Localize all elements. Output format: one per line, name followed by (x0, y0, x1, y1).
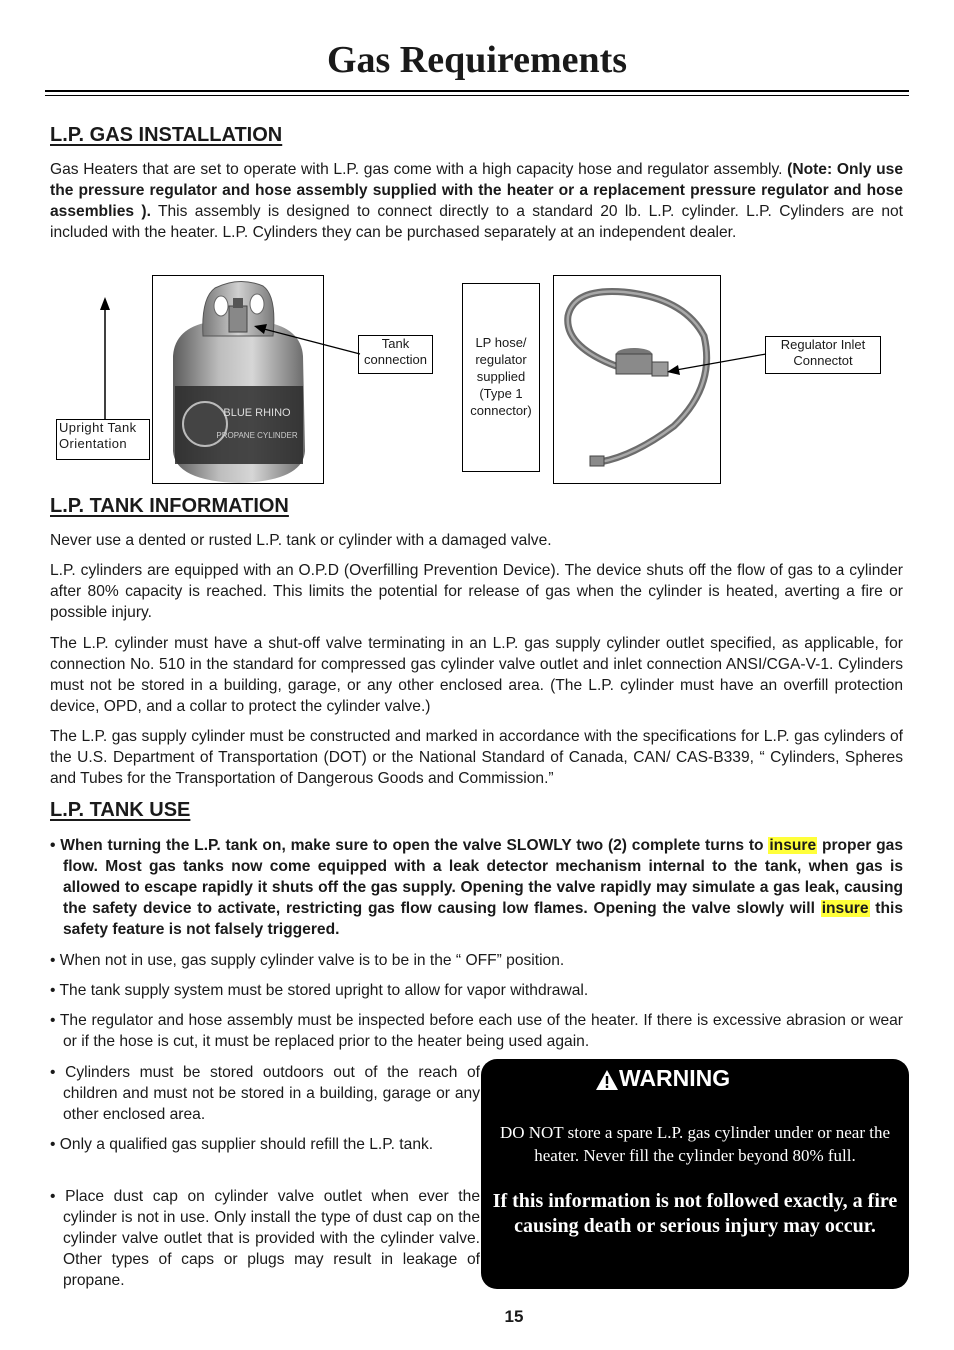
tank-connection-label: Tank connection (358, 335, 433, 374)
installation-intro: Gas Heaters that are set to operate with L.P. gas come with a high capacity hose and regulator assembly. (50, 161, 788, 178)
bullet-5-text: Cylinders must be stored outdoors out of the reach of children and must not be stored in a building, garage or any other enclosed area. (63, 1064, 480, 1123)
tank-info-p4: The L.P. gas supply cylinder must be constructed and marked in accordance with the specifications for L.P. gas cylinders of the U.S. Department of Transportation (DOT) or the National Standard of Canada, CAN/ CAS-B339, “ Cylinders, Spheres and Tubes for the Transportation of Dangerous Goods and Commission.” (50, 728, 903, 787)
highlight-insure-2: insure (821, 900, 869, 917)
tank-use-bullet-6: • Only a qualified gas supplier should refill the L.P. tank. (50, 1136, 434, 1153)
bullet-2-text: When not in use, gas supply cylinder valve is to be in the “ OFF” position. (59, 952, 565, 969)
installation-note: (Note: Only use the pressure regulator and hose assembly supplied with the heater or a replacement pressure regulator and hose assemblies ). (50, 161, 904, 220)
bullet-3-text: The tank supply system must be stored upright to allow for vapor withdrawal. (59, 982, 589, 999)
warning-box (481, 1059, 909, 1289)
bullet-1-text-a: When turning the L.P. tank on, make sure to open the valve SLOWLY two (2) complete turns to (60, 837, 764, 854)
tank-text-brand: BLUE RHINO (223, 407, 291, 419)
tank-use-bullet-7: • Place dust cap on cylinder valve outlet when ever the cylinder is not in use. Only install the type of dust cap on the cylinder valve outlet that is provided with the cylinder valve. Other types of caps or plugs may result in leakage of propane. (50, 1188, 480, 1289)
tank-use-bullet-3: • The tank supply system must be stored upright to allow for vapor withdrawal. (50, 982, 589, 999)
bullet-1-text-b: proper gas flow. Most gas tanks now come equipped with a leak detector mechanism internal to the tank, when gas is allowed to escape rapidly it shuts off the gas supply. Opening the valve rapidly may simulate a gas leak, causing the safety device to activate, restricting gas flow causing low flames. Opening the valve slowly will (63, 837, 903, 917)
tank-use-bullet-2: • When not in use, gas supply cylinder valve is to be in the “ OFF” position. (50, 952, 565, 969)
regulator-arrow-icon (664, 350, 768, 376)
warning-strong: If this information is not followed exactly, a fire causing death or serious injury may occur. (492, 1190, 898, 1237)
hose-caption: LP hose/ regulator supplied (Type 1 connector) (470, 335, 532, 418)
bullet-6-text: Only a qualified gas supplier should refill the L.P. tank. (59, 1136, 434, 1153)
tank-info-heading: L.P. TANK INFORMATION (50, 495, 289, 517)
title-rule (45, 90, 909, 92)
tank-use-heading: L.P. TANK USE (50, 799, 191, 821)
installation-paragraph (50, 159, 903, 243)
tank-use-bullet-4: • The regulator and hose assembly must be inspected before each use of the heater. If there is excessive abrasion or wear or if the hose is cut, it must be replaced prior to the heater being used again. (50, 1012, 903, 1050)
page-number: 15 (504, 1307, 524, 1326)
upright-tank-label: Upright Tank Orientation (56, 419, 150, 460)
propane-tank-image (153, 276, 324, 484)
installation-rest: This assembly is designed to connect directly to a standard 20 lb. L.P. cylinder. L.P. Cylinders are not included with the heater. L.P. Cylinders they can be purchased separately at an independent dealer. (50, 203, 903, 241)
hose-caption-box (462, 283, 540, 472)
hose-regulator-photo (553, 275, 721, 484)
tank-photo (152, 275, 324, 484)
tank-use-bullet-5: • Cylinders must be stored outdoors out of the reach of children and must not be stored in a building, garage or any other enclosed area. (50, 1064, 480, 1123)
tank-text-type: PROPANE CYLINDER (216, 431, 298, 440)
tank-use-bullet-1: • When turning the L.P. tank on, make sure to open the valve SLOWLY two (2) complete turns to insure proper gas flow. Most gas tanks now come equipped with a leak detector mechanism internal to the tank, when gas is allowed to escape rapidly it shuts off the gas supply. Opening the valve rapidly may simulate a gas leak, causing the safety device to activate, restricting gas flow causing low flames. Opening the valve slowly will insure this safety feature is not falsely triggered. (50, 837, 903, 938)
tank-info-p3: The L.P. cylinder must have a shut-off valve terminating in an L.P. gas supply cylinder outlet specified, as applicable, for connection No. 510 in the standard for compressed gas cylinder valve outlet and inlet connection ANSI/CGA-V-1. Cylinders must not be stored in a building, garage, or any other enclosed area. (The L.P. cylinder must have an overfill protection device, OPD, and a collar to protect the cylinder valve.) (50, 635, 903, 715)
tank-connection-arrow-icon (250, 320, 362, 360)
tank-info-p1: Never use a dented or rusted L.P. tank or cylinder with a damaged valve. (50, 532, 552, 549)
page-title: Gas Requirements (326, 39, 628, 81)
installation-heading: L.P. GAS INSTALLATION (50, 124, 283, 146)
highlight-insure-1: insure (769, 837, 817, 854)
regulator-inlet-label: Regulator Inlet Connectot (765, 336, 881, 374)
title-rule-thin (45, 95, 909, 96)
tank-info-p2: L.P. cylinders are equipped with an O.P.D (Overfilling Prevention Device). The device shuts off the flow of gas to a cylinder after 80% capacity is reached. This limits the potential for release of gas when the cylinder is heated, averting a fire or possible injury. (50, 562, 903, 621)
upright-arrow-icon (96, 296, 116, 424)
warning-title: WARNING (619, 1065, 731, 1091)
bullet-4-text: The regulator and hose assembly must be inspected before each use of the heater. If there is excessive abrasion or wear or if the hose is cut, it must be replaced prior to the heater being used again. (59, 1012, 903, 1050)
bullet-1-text-c: this safety feature is not falsely triggered. (63, 900, 903, 938)
warning-triangle-icon (595, 1069, 619, 1091)
warning-body: DO NOT store a spare L.P. gas cylinder under or near the heater. Never fill the cylinder beyond 80% full. (499, 1123, 891, 1165)
bullet-7-text: Place dust cap on cylinder valve outlet when ever the cylinder is not in use. Only install the type of dust cap on the cylinder valve outlet that is provided with the cylinder valve. Other types of caps or plugs may result in leakage of propane. (63, 1188, 480, 1289)
hose-regulator-image (554, 276, 721, 484)
